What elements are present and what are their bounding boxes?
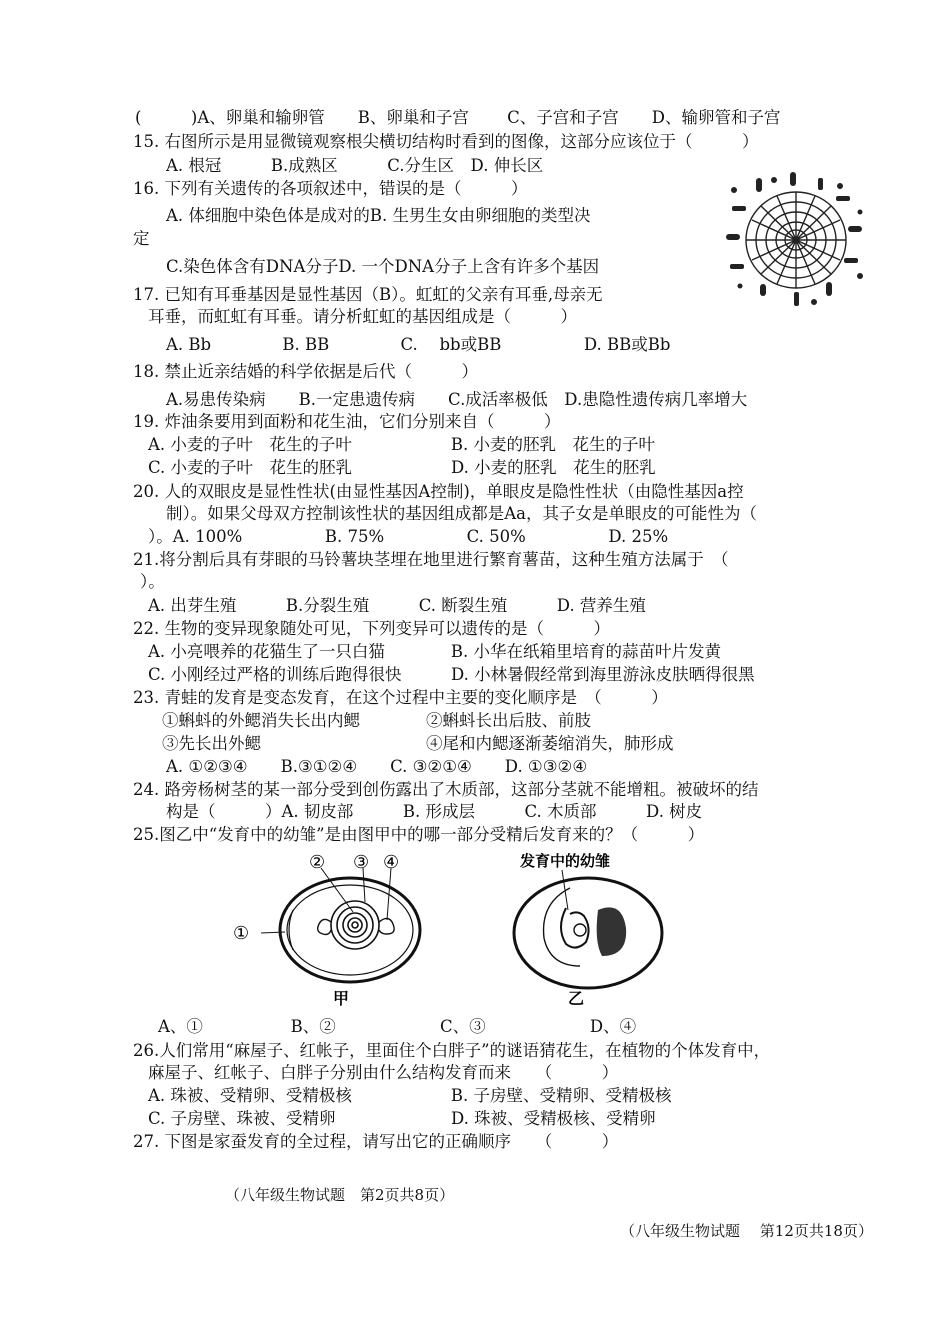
q26-options-ab: A. 珠被、受精卵、受精极核 B. 子房壁、受精卵、受精极核 [148, 1086, 672, 1105]
q23-steps-12: ①蝌蚪的外鳃消失长出内鳃 ②蝌蚪长出后肢、前肢 [162, 711, 591, 730]
q19-options-cd: C. 小麦的子叶 花生的胚乳 D. 小麦的胚乳 花生的胚乳 [148, 458, 656, 477]
egg-structure-diagram-jia [225, 850, 440, 1010]
q20-stem: 20. 人的双眼皮是显性性状(由显性基因A控制)，单眼皮是隐性性状（由隐性基因a控 [133, 482, 744, 501]
egg-developing-chick-diagram-yi [500, 848, 680, 1013]
label-4: ④ [383, 852, 400, 873]
q20-options: ）。A. 100% B. 75% C. 50% D. 25% [148, 527, 669, 546]
q16-option-ab: A. 体细胞中染色体是成对的B. 生男生女由卵细胞的类型决 [166, 206, 591, 225]
label-developing-chick: 发育中的幼雏 [520, 852, 611, 870]
q21-stem: 21.将分割后具有芽眼的马铃薯块茎埋在地里进行繁育薯苗，这种生殖方法属于 （ [133, 550, 729, 569]
q15-stem: 15. 右图所示是用显微镜观察根尖横切结构时看到的图像，这部分应该位于（ ） [133, 132, 759, 151]
q23-options: A. ①②③④ B.③①②④ C. ③②①④ D. ①③②④ [166, 757, 588, 776]
q24-options: 构是（ ）A. 韧皮部 B. 形成层 C. 木质部 D. 树皮 [166, 802, 703, 821]
q25-options: A、① B、② C、③ D、④ [158, 1017, 637, 1036]
q17-stem-cont: 耳垂，而虹虹有耳垂。请分析虹虹的基因组成是（ ） [148, 307, 577, 326]
q16-option-cd: C.染色体含有DNA分子D. 一个DNA分子上含有许多个基因 [166, 257, 600, 276]
q26-stem: 26.人们常用“麻屋子、红帐子，里面住个白胖子”的谜语猜花生，在植物的个体发育中， [133, 1041, 771, 1060]
q16-stem: 16. 下列有关遗传的各项叙述中，错误的是（ ） [133, 179, 528, 198]
q23-stem: 23. 青蛙的发育是变态发育，在这个过程中主要的变化顺序是 （ ） [133, 688, 668, 707]
label-1: ① [233, 923, 250, 944]
root-cross-section-figure [722, 168, 870, 310]
q18-stem: 18. 禁止近亲结婚的科学依据是后代（ ） [133, 362, 478, 381]
q22-options-ab: A. 小亮喂养的花猫生了一只白猫 B. 小华在纸箱里培育的蒜苗叶片发黄 [148, 642, 722, 661]
q22-stem: 22. 生物的变异现象随处可见，下列变异可以遗传的是（ ） [133, 619, 610, 638]
q21-stem-cont: ）。 [140, 572, 165, 591]
q23-steps-34: ③先长出外鳃 ④尾和内鳃逐渐萎缩消失，肺形成 [162, 734, 674, 753]
q18-options: A.易患传染病 B.一定患遗传病 C.成活率极低 D.患隐性遗传病几率增大 [166, 390, 748, 409]
page-footer-outer: （八年级生物试题 第12页共18页） [620, 1222, 873, 1240]
q24-stem: 24. 路旁杨树茎的某一部分受到创伤露出了木质部，这部分茎就不能增粗。被破坏的结 [133, 780, 759, 799]
q19-options-ab: A. 小麦的子叶 花生的子叶 B. 小麦的胚乳 花生的子叶 [148, 435, 656, 454]
q26-options-cd: C. 子房壁、珠被、受精卵 D. 珠被、受精极核、受精卵 [148, 1109, 656, 1128]
label-2: ② [309, 852, 326, 873]
q17-options: A. Bb B. BB C. bb或BB D. BB或Bb [166, 335, 671, 354]
q22-options-cd: C. 小刚经过严格的训练后跑得很快 D. 小林暑假经常到海里游泳皮肤晒得很黑 [148, 665, 755, 684]
q17-stem: 17. 已知有耳垂基因是显性基因（B）。虹虹的父亲有耳垂,母亲无 [133, 285, 603, 304]
q14-options: ( )A、卵巢和输卵管 B、卵巢和子宫 C、子宫和子宫 D、输卵管和子宫 [135, 108, 781, 127]
q19-stem: 19. 炸油条要用到面粉和花生油，它们分别来自（ ） [133, 412, 561, 431]
label-3: ③ [353, 852, 370, 873]
q26-stem-cont: 麻屋子、红帐子、白胖子分别由什么结构发育而来 （ ） [148, 1063, 619, 1082]
q20-stem-cont: 制）。如果父母双方控制该性状的基因组成都是Aa，其子女是单眼皮的可能性为（ [166, 504, 758, 523]
page-footer-inner: （八年级生物试题 第2页共8页） [225, 1186, 455, 1204]
caption-yi: 乙 [568, 989, 585, 1008]
q21-options: A. 出芽生殖 B.分裂生殖 C. 断裂生殖 D. 营养生殖 [148, 596, 646, 615]
q15-options: A. 根冠 B.成熟区 C.分生区 D. 伸长区 [166, 156, 544, 175]
q25-stem: 25.图乙中“发育中的幼雏”是由图甲中的哪一部分受精后发育来的？（ ） [133, 825, 705, 844]
q27-stem: 27. 下图是家蚕发育的全过程，请写出它的正确顺序 （ ） [133, 1132, 619, 1151]
q16-option-b-cont: 定 [133, 229, 150, 248]
caption-jia: 甲 [333, 989, 350, 1008]
